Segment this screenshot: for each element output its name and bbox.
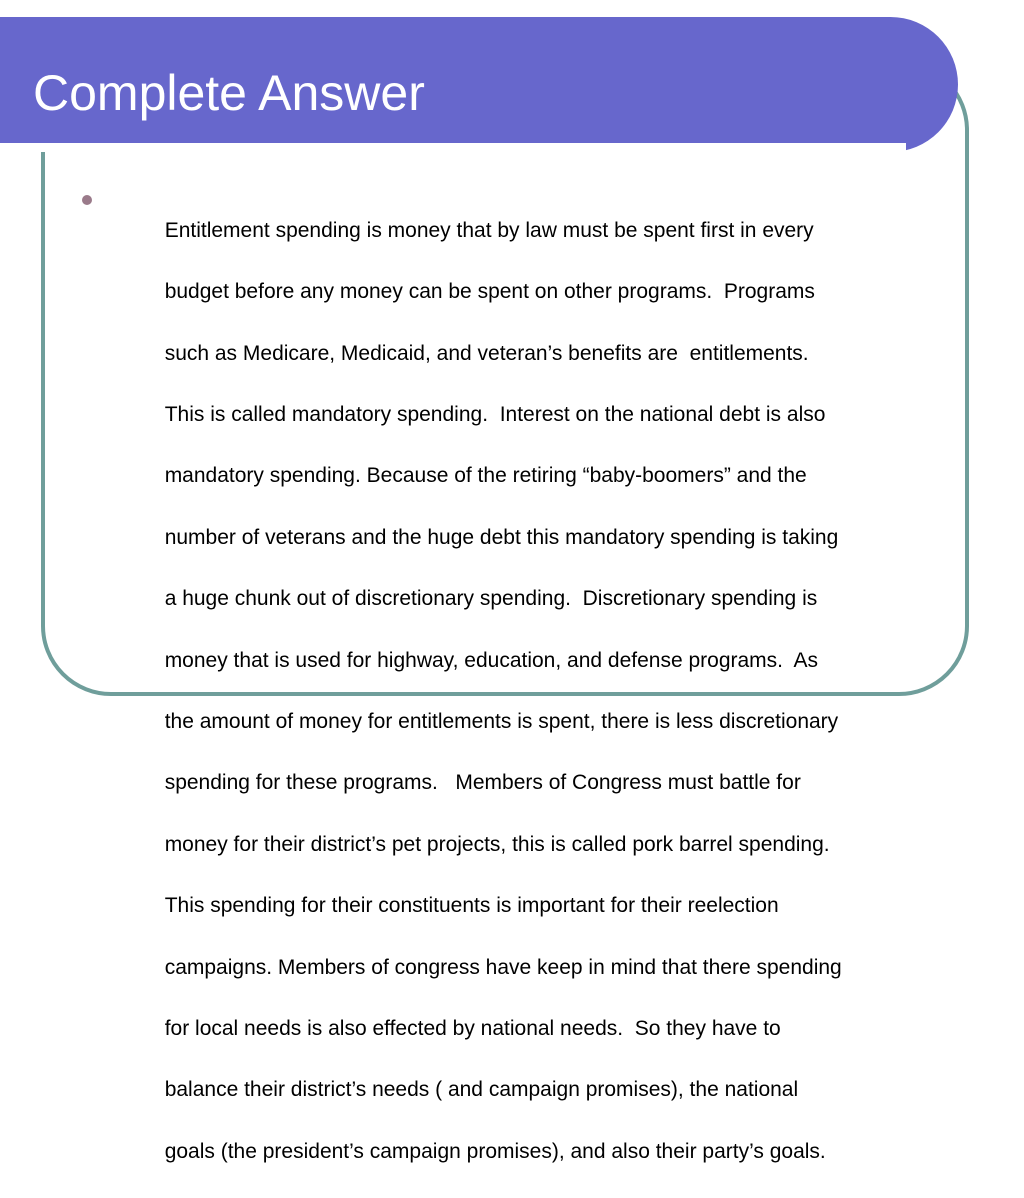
bullet-line: campaigns. Members of congress have keep in mind that there spending bbox=[164, 955, 842, 979]
slide-title: Complete Answer bbox=[33, 65, 425, 121]
title-underline-rule bbox=[0, 143, 906, 152]
bullet-line: a huge chunk out of discretionary spending. Discretionary spending is bbox=[164, 587, 818, 611]
title-bar bbox=[0, 17, 958, 152]
bullet-line: money for their district’s pet projects, this is called pork barrel spending. bbox=[164, 832, 830, 856]
bullet-line: money that is used for highway, education, and defense programs. As bbox=[164, 648, 819, 672]
bullet-dot-icon bbox=[82, 195, 92, 205]
bullet-line: This spending for their constituents is important for their reelection bbox=[164, 894, 779, 918]
bullet-line: Entitlement spending is money that by law must be spent first in every bbox=[164, 218, 814, 242]
bullet-line: goals (the president’s campaign promises), and also their party’s goals. bbox=[164, 1139, 826, 1163]
bullet-line: the amount of money for entitlements is spent, there is less discretionary bbox=[164, 709, 839, 733]
bullet-list bbox=[80, 185, 950, 1198]
bullet-line: number of veterans and the huge debt this mandatory spending is taking bbox=[164, 525, 839, 549]
bullet-line: budget before any money can be spent on other programs. Programs bbox=[164, 280, 815, 304]
bullet-line: for local needs is also effected by national needs. So they have to bbox=[164, 1016, 781, 1040]
bullet-line: such as Medicare, Medicaid, and veteran’s benefits are entitlements. bbox=[164, 341, 809, 365]
bullet-line: balance their district’s needs ( and campaign promises), the national bbox=[164, 1078, 799, 1102]
bullet-text bbox=[118, 185, 950, 1198]
bullet-item bbox=[80, 185, 950, 1198]
bullet-line: spending for these programs. Members of Congress must battle for bbox=[164, 771, 801, 795]
bullet-line: mandatory spending. Because of the retiring “baby-boomers” and the bbox=[164, 464, 807, 488]
bullet-line: This is called mandatory spending. Interest on the national debt is also bbox=[164, 402, 826, 426]
